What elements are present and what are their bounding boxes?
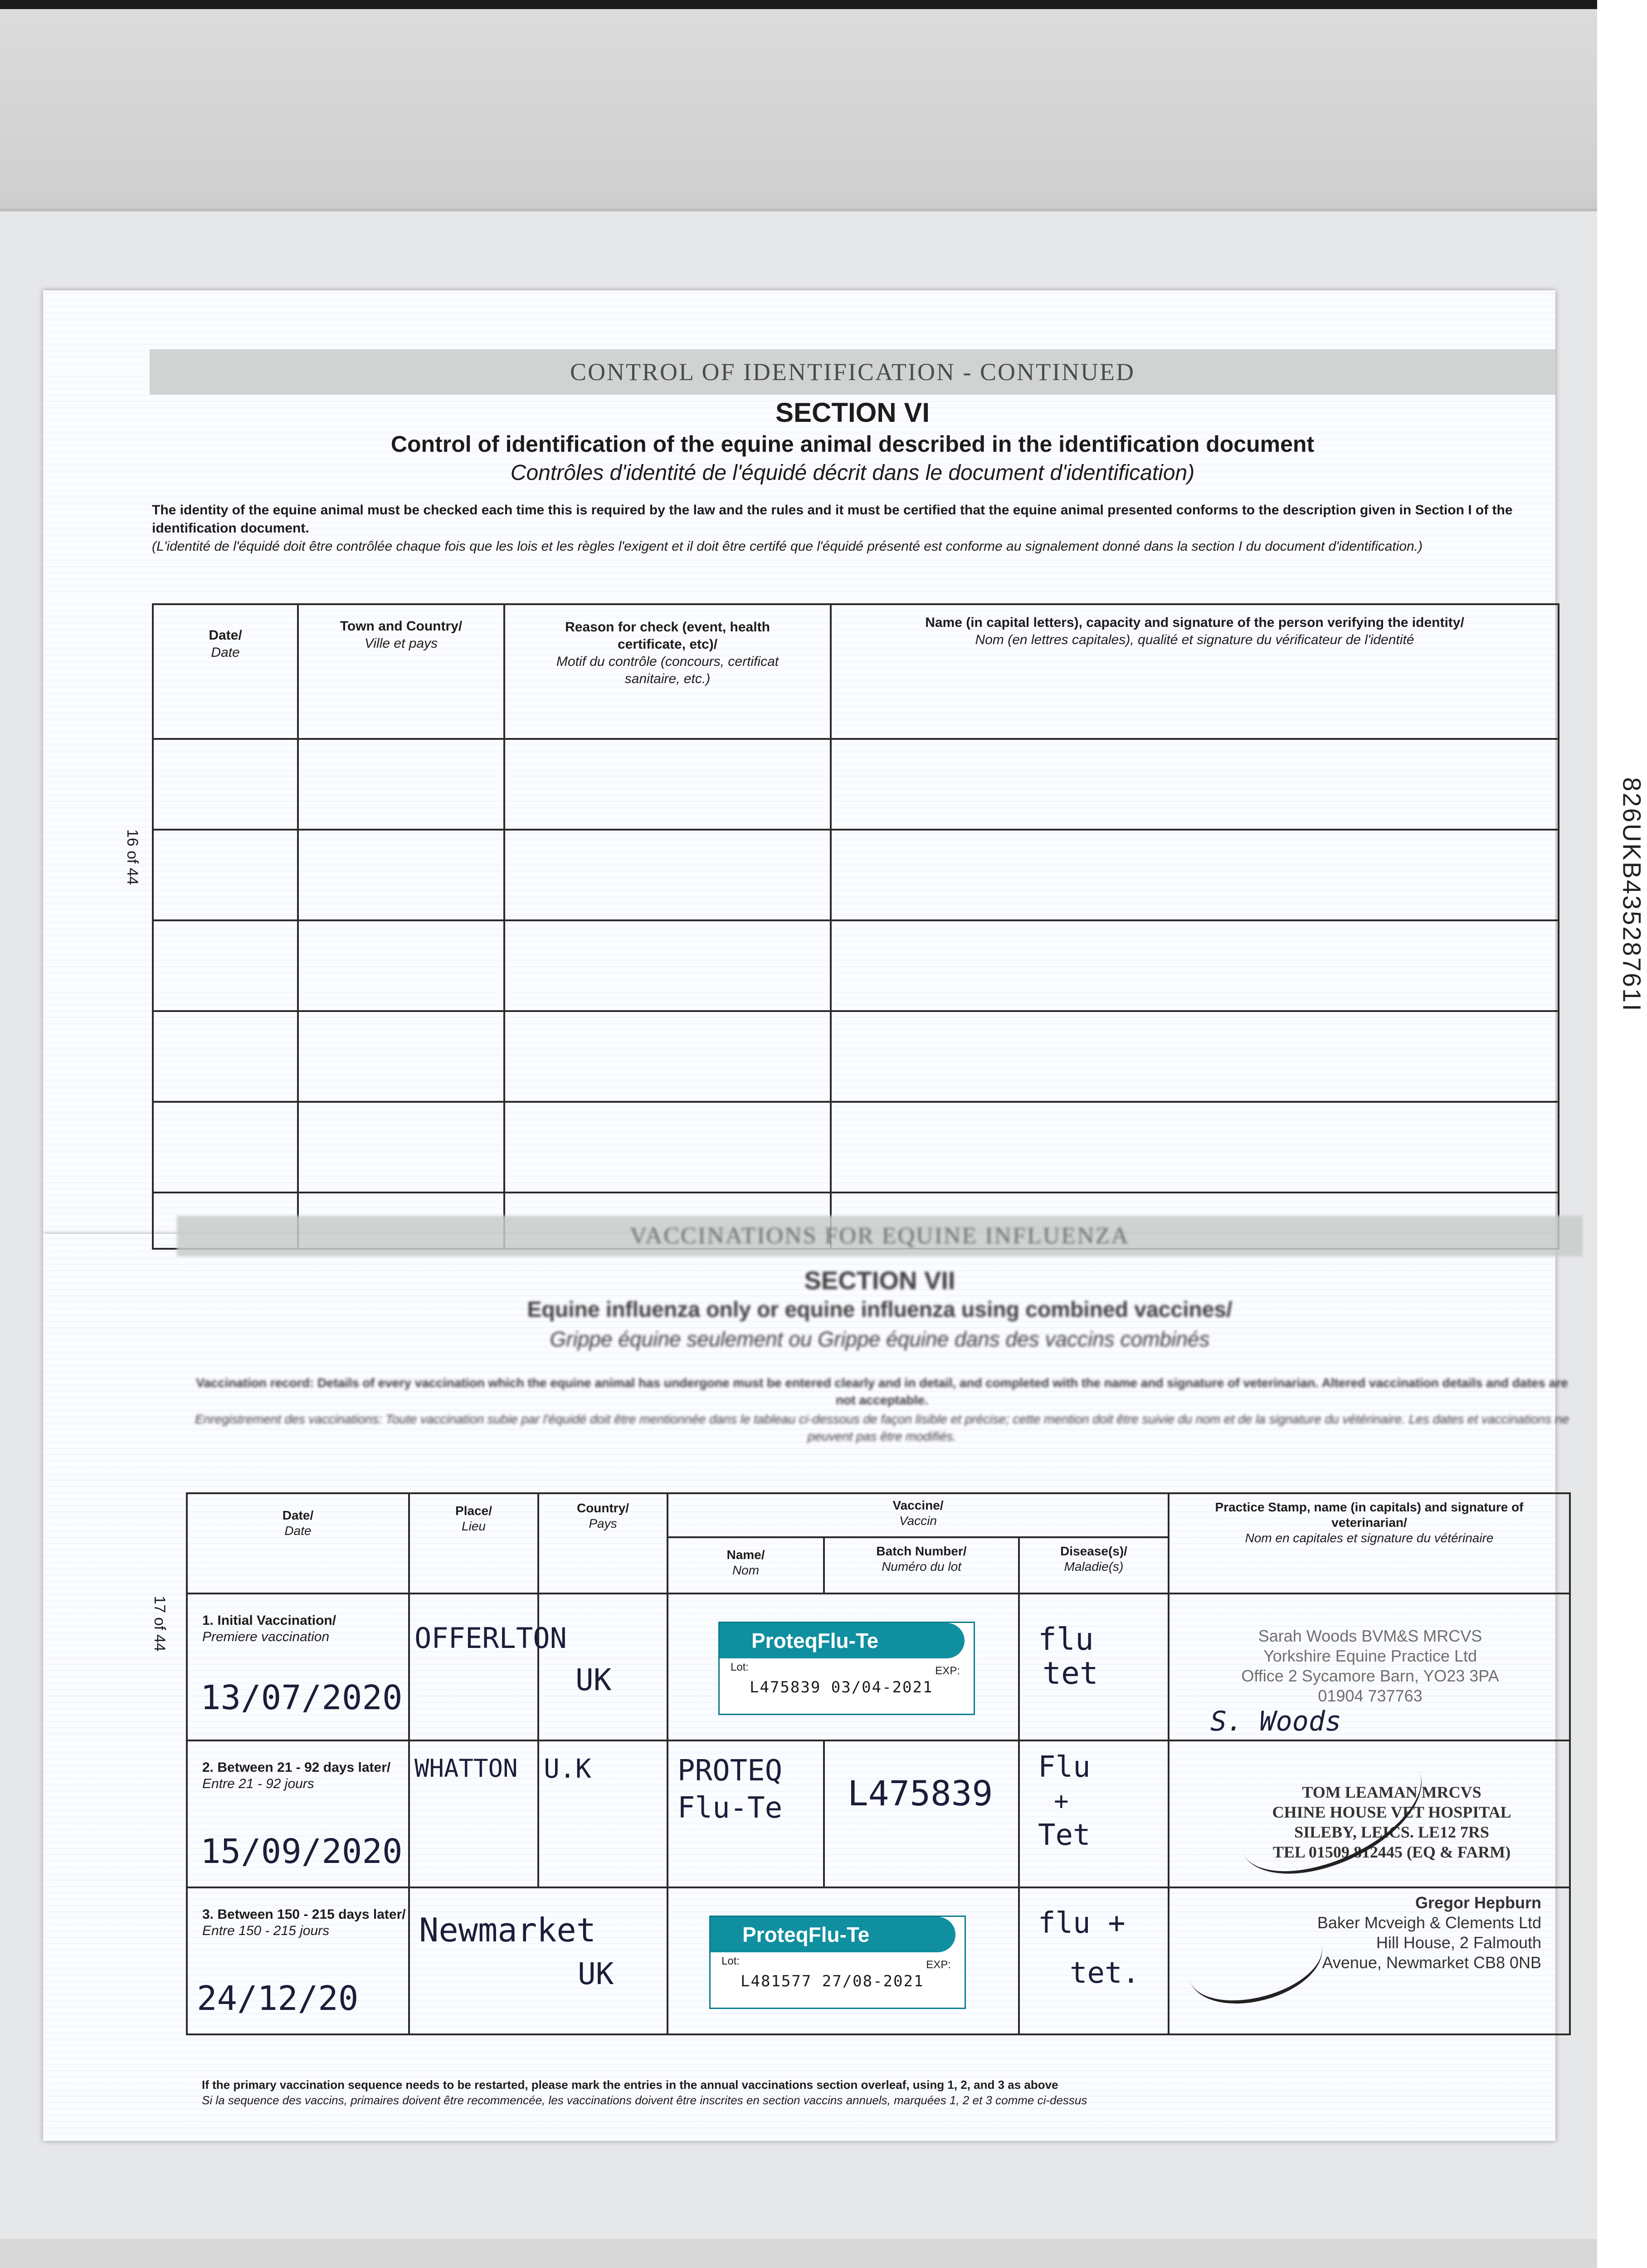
row1-label <box>202 1613 336 1645</box>
cell[interactable] <box>504 1011 831 1102</box>
hdr-disease <box>1019 1537 1169 1593</box>
hdr-place <box>409 1493 538 1593</box>
hdr-name-fr: Nom <box>732 1563 760 1577</box>
col-date <box>153 604 298 739</box>
row2-stamp-line-3: SILEBY, LEICS. LE12 7RS <box>1294 1823 1489 1841</box>
page-number-top: 16 of 44 <box>123 829 141 885</box>
cell[interactable] <box>504 920 831 1011</box>
col-town <box>298 604 504 739</box>
vaccination-row-3 <box>187 1887 1570 2034</box>
hdr-vaccine-fr: Vaccin <box>899 1514 937 1528</box>
col-reason <box>504 604 831 739</box>
section-vii-intro-fr: Enregistrement des vaccinations: Toute vaccination subie par l'équidé doit être mentionnée dans le tableau ci-dessous de façon lisible et précise; cette mention doit être suivie du nom et de la signature du vétérinaire. Les dates et vaccinations ne peuvent pas être modifiés. <box>195 1412 1569 1443</box>
section-vi-subtitle-fr: Contrôles d'identité de l'équidé décrit dans le document d'identification) <box>510 461 1195 485</box>
row2-date-cell[interactable] <box>187 1740 409 1887</box>
hdr-name-en: Name/ <box>726 1548 765 1562</box>
row3-vaccine-sticker <box>709 1916 966 2009</box>
cell[interactable] <box>298 830 504 920</box>
vaccination-table <box>186 1492 1571 2035</box>
col-date-en: Date/ <box>209 628 242 643</box>
row3-country: UK <box>578 1956 614 1991</box>
row1-stamp-cell[interactable] <box>1169 1593 1570 1740</box>
section-vii-subtitle-fr: Grippe équine seulement ou Grippe équine dans des vaccins combinés <box>550 1327 1210 1351</box>
cell[interactable] <box>153 920 298 1011</box>
identity-check-table <box>152 603 1559 1250</box>
row2-stamp-line-4: TEL 01509 812445 (EQ & FARM) <box>1272 1843 1511 1861</box>
section-vi-intro-en: The identity of the equine animal must be checked each time this is required by the law and the rules and it must be certified that the equine animal presented conforms to the description given in Section I of the identification document. <box>152 503 1513 536</box>
hdr-vaccine-en: Vaccine/ <box>892 1498 944 1512</box>
vaccination-header-1 <box>187 1493 1570 1537</box>
row2-label-fr: Entre 21 - 92 jours <box>202 1776 314 1791</box>
vaccination-row-1 <box>187 1593 1570 1740</box>
cell[interactable] <box>831 1011 1559 1102</box>
row2-label <box>202 1760 390 1792</box>
cell[interactable] <box>831 1102 1559 1193</box>
row3-lot-label: Lot: <box>721 1955 740 1967</box>
section-vi-title: SECTION VI <box>775 397 930 428</box>
row2-label-en: 2. Between 21 - 92 days later/ <box>202 1760 391 1775</box>
hdr-stamp <box>1169 1493 1570 1593</box>
col-town-fr: Ville et pays <box>364 636 438 651</box>
hdr-batch-fr: Numéro du lot <box>882 1559 961 1574</box>
row3-place: Newmarket <box>419 1911 596 1949</box>
row1-exp-label: EXP: <box>935 1665 960 1677</box>
identity-check-header <box>153 604 1559 739</box>
row1-date: 13/07/2020 <box>200 1678 403 1717</box>
row1-practice-stamp <box>1179 1626 1562 1706</box>
col-reason-fr: Motif du contrôle (concours, certificat sanitaire, etc.) <box>556 654 779 686</box>
hdr-country-fr: Pays <box>589 1516 617 1530</box>
row2-place-cell[interactable] <box>409 1740 538 1887</box>
row2-country-cell[interactable] <box>538 1740 668 1887</box>
footnote-en: If the primary vaccination sequence needs to be restarted, please mark the entries in the annual vaccinations section overleaf, using 1, 2, and 3 as above <box>202 2078 1058 2092</box>
row1-disease-cell[interactable] <box>1019 1593 1169 1740</box>
section-vii-band: VACCINATIONS FOR EQUINE INFLUENZA <box>177 1216 1583 1256</box>
cell[interactable] <box>504 739 831 830</box>
row1-vaccine-brand: ProteqFlu-Te <box>751 1629 879 1652</box>
row2-date: 15/09/2020 <box>200 1832 403 1871</box>
row1-disease-1: flu <box>1038 1622 1094 1657</box>
cell[interactable] <box>153 1102 298 1193</box>
row3-lot-number: L481577 27/08-2021 <box>741 1972 924 1990</box>
row1-place-cell[interactable] <box>409 1593 567 1740</box>
row3-vaccine-cell[interactable] <box>668 1887 1019 2034</box>
table-row <box>153 1011 1559 1102</box>
hdr-vaccine-name <box>668 1537 824 1593</box>
cell[interactable] <box>298 1102 504 1193</box>
cell[interactable] <box>504 830 831 920</box>
hdr-date-en: Date/ <box>282 1508 314 1522</box>
row2-disease-3: Tet <box>1038 1818 1091 1852</box>
hdr-stamp-fr: Nom en capitales et signature du vétérinaire <box>1245 1531 1494 1545</box>
col-reason-en: Reason for check (event, health certificate, etc)/ <box>565 620 770 652</box>
cell[interactable] <box>298 739 504 830</box>
row1-country-cell[interactable] <box>538 1593 668 1740</box>
table-row <box>153 1102 1559 1193</box>
footnote-fr: Si la sequence des vaccins, primaires doivent être recommencée, les vaccinations doivent être inscrites en section vaccins annuels, marquées 1, 2 et 3 comme ci-dessus <box>202 2093 1087 2107</box>
hdr-disease-en: Disease(s)/ <box>1060 1544 1127 1558</box>
section-vi-subtitle-en: Control of identification of the equine animal described in the identification document <box>390 431 1315 457</box>
row3-practice-stamp <box>1306 1893 1541 1973</box>
hdr-batch-en: Batch Number/ <box>876 1544 967 1558</box>
row1-lot-number: L475839 03/04-2021 <box>750 1678 933 1696</box>
col-verifier <box>831 604 1559 739</box>
row3-stamp-line-4: Avenue, Newmarket CB8 0NB <box>1322 1953 1542 1972</box>
row1-vaccine-sticker <box>718 1622 975 1715</box>
serial-number: 826UKB43528761I <box>1618 777 1647 1012</box>
row1-place: OFFERLTON <box>414 1622 567 1655</box>
row3-disease-1: flu + <box>1038 1906 1126 1940</box>
row3-disease-2: tet. <box>1070 1956 1140 1990</box>
col-date-fr: Date <box>211 645 240 660</box>
row1-stamp-line-4: 01904 737763 <box>1318 1686 1423 1705</box>
hdr-stamp-en: Practice Stamp, name (in capitals) and signature of veterinarian/ <box>1215 1500 1524 1530</box>
row2-vaccine-name-1: PROTEQ <box>677 1754 783 1788</box>
row1-lot-label: Lot: <box>731 1661 749 1673</box>
row3-disease-cell[interactable] <box>1019 1887 1169 2034</box>
cell[interactable] <box>831 739 1559 830</box>
hdr-batch <box>824 1537 1019 1593</box>
row3-stamp-cell[interactable] <box>1169 1887 1570 2034</box>
hdr-vaccine <box>668 1493 1169 1537</box>
hdr-disease-fr: Maladie(s) <box>1064 1559 1124 1574</box>
row2-country: U.K <box>544 1753 591 1784</box>
section-vii-subtitle-en: Equine influenza only or equine influenza using combined vaccines/ <box>527 1298 1233 1322</box>
row3-label <box>202 1906 406 1939</box>
col-town-en: Town and Country/ <box>340 619 463 634</box>
row3-vaccine-brand: ProteqFlu-Te <box>742 1923 870 1946</box>
row2-vaccine-name-2: Flu-Te <box>677 1791 783 1825</box>
col-verifier-fr: Nom (en lettres capitales), qualité et signature du vérificateur de l'identité <box>975 632 1414 647</box>
row2-signature <box>1220 1723 1441 1899</box>
cell[interactable] <box>153 1011 298 1102</box>
row2-stamp-cell[interactable] <box>1169 1740 1570 1887</box>
vaccination-row-2 <box>187 1740 1570 1887</box>
hdr-date <box>187 1493 409 1593</box>
hdr-date-fr: Date <box>284 1524 312 1538</box>
cell[interactable] <box>504 1102 831 1193</box>
row1-vaccine-cell[interactable] <box>668 1593 1019 1740</box>
row2-stamp-line-2: CHINE HOUSE VET HOSPITAL <box>1272 1803 1511 1821</box>
col-verifier-en: Name (in capital letters), capacity and signature of the person verifying the identity/ <box>925 615 1464 630</box>
table-row <box>153 830 1559 920</box>
row1-label-fr: Premiere vaccination <box>202 1629 330 1644</box>
row1-country: UK <box>575 1662 612 1697</box>
row3-date: 24/12/20 <box>197 1979 359 2018</box>
hdr-place-en: Place/ <box>455 1504 492 1518</box>
row3-exp-label: EXP: <box>926 1959 951 1971</box>
row3-label-en: 3. Between 150 - 215 days later/ <box>202 1907 406 1922</box>
row2-name-cell[interactable] <box>668 1740 824 1887</box>
row2-batch-cell[interactable] <box>824 1740 1019 1887</box>
cell[interactable] <box>153 739 298 830</box>
section-vii-intro-en: Vaccination record: Details of every vaccination which the equine animal has undergone must be entered clearly and in detail, and completed with the name and signature of veterinarian. Altered vaccination details and dates are not acceptable. <box>196 1376 1568 1407</box>
row2-stamp-line-1: TOM LEAMAN MRCVS <box>1302 1783 1481 1801</box>
hdr-country <box>538 1493 668 1593</box>
row3-place-cell[interactable] <box>409 1887 668 2034</box>
row1-disease-2: tet <box>1043 1656 1098 1691</box>
cell[interactable] <box>298 1011 504 1102</box>
row2-batch: L475839 <box>848 1773 993 1813</box>
row3-stamp-line-2: Baker Mcveigh & Clements Ltd <box>1317 1913 1542 1932</box>
row1-date-cell[interactable] <box>187 1593 409 1740</box>
row2-disease-1: Flu <box>1038 1750 1091 1784</box>
cell[interactable] <box>831 920 1559 1011</box>
row3-sticker-header <box>711 1917 955 1952</box>
row1-label-en: 1. Initial Vaccination/ <box>202 1613 336 1628</box>
row2-disease-cell[interactable] <box>1019 1740 1169 1887</box>
cell[interactable] <box>153 830 298 920</box>
hdr-country-en: Country/ <box>576 1501 629 1515</box>
row3-label-fr: Entre 150 - 215 jours <box>202 1923 330 1938</box>
row3-stamp-line-1: Gregor Hepburn <box>1415 1893 1542 1912</box>
header-band: CONTROL OF IDENTIFICATION - CONTINUED <box>150 349 1555 395</box>
row1-stamp-line-1: Sarah Woods BVM&S MRCVS <box>1258 1627 1482 1645</box>
row1-signature: S. Woods <box>1210 1706 1342 1737</box>
row1-stamp-line-2: Yorkshire Equine Practice Ltd <box>1263 1647 1477 1665</box>
cell[interactable] <box>298 920 504 1011</box>
row2-disease-2: + <box>1054 1787 1069 1815</box>
page-number-bottom: 17 of 44 <box>151 1596 168 1652</box>
row1-stamp-line-3: Office 2 Sycamore Barn, YO23 3PA <box>1241 1667 1499 1685</box>
table-row <box>153 739 1559 830</box>
section-vi-intro-fr: (L'identité de l'équidé doit être contrôlée chaque fois que les lois et les règles l'exigent et il doit être certifé que l'équidé présenté est conforme au signalement donné dans la section I du document d'identification.) <box>152 539 1423 554</box>
row3-stamp-line-3: Hill House, 2 Falmouth <box>1376 1933 1542 1952</box>
section-vii-title: SECTION VII <box>804 1266 955 1295</box>
row1-sticker-header <box>720 1623 965 1658</box>
row3-date-cell[interactable] <box>187 1887 409 2034</box>
table-row <box>153 920 1559 1011</box>
row2-place: WHATTON <box>414 1754 518 1783</box>
hdr-place-fr: Lieu <box>462 1519 486 1533</box>
cell[interactable] <box>831 830 1559 920</box>
